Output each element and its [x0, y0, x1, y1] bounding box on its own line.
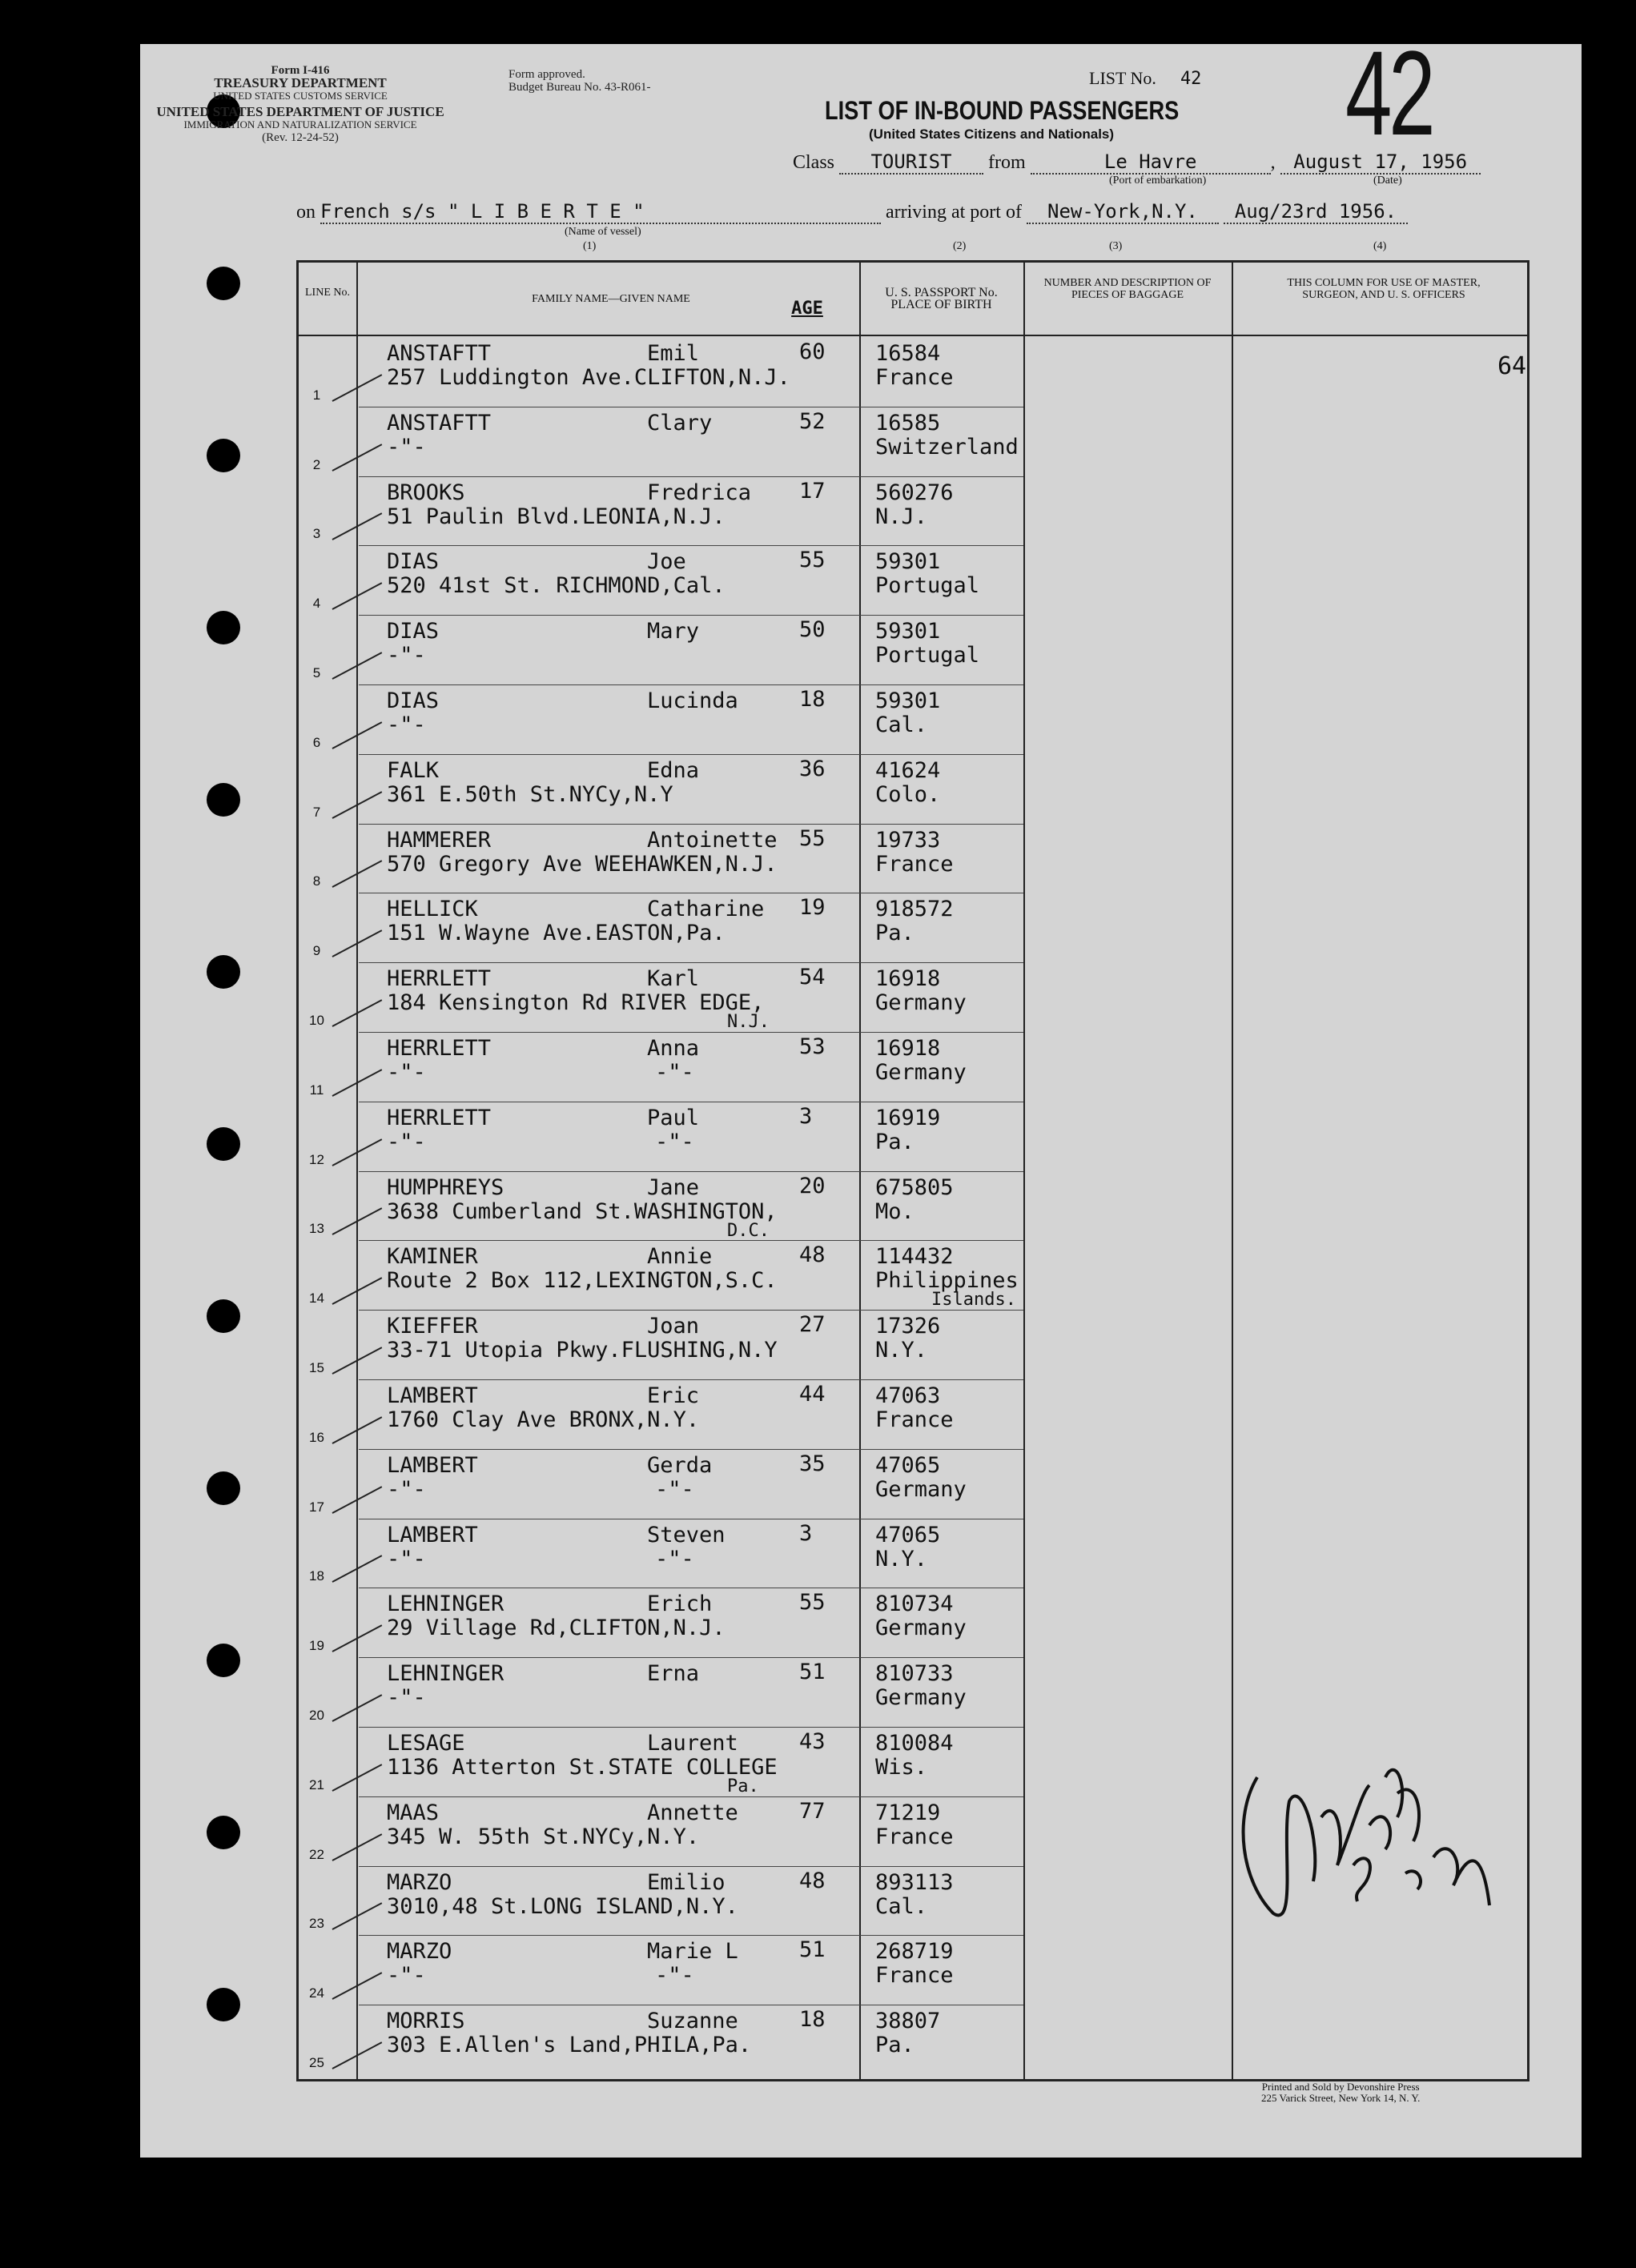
family-name: KAMINER: [387, 1244, 478, 1270]
family-name: DIAS: [387, 549, 440, 575]
age: 48: [799, 1868, 826, 1893]
given-name: Erna: [647, 1661, 700, 1687]
place-of-birth: Pa.: [875, 1129, 914, 1154]
age: 55: [799, 1590, 826, 1616]
family-name: BROOKS: [387, 480, 465, 505]
age: 54: [799, 965, 826, 990]
address: -"-: [387, 1546, 426, 1572]
place-of-birth: Cal.: [875, 713, 928, 737]
address-continued: N.J.: [727, 1012, 770, 1033]
family-name: MARZO: [387, 1869, 452, 1895]
place-of-birth: Pa.: [875, 921, 914, 946]
line-number: 4: [312, 596, 321, 612]
line-number: 22: [309, 1846, 324, 1862]
place-of-birth: Germany: [875, 1476, 967, 1502]
address: 151 W.Wayne Ave.EASTON,Pa.: [387, 921, 726, 946]
passport-number: 41624: [875, 757, 941, 783]
dept-treasury-sub: UNITED STATES CUSTOMS SERVICE: [213, 90, 388, 102]
age: 44: [799, 1382, 826, 1407]
address-continued: D.C.: [727, 1220, 770, 1241]
line-number: 20: [309, 1708, 324, 1723]
given-name: Lucinda: [647, 688, 738, 713]
age: 17: [799, 478, 826, 504]
vessel-caption: (Name of vessel): [565, 226, 641, 238]
place-of-birth: Portugal: [875, 643, 980, 668]
printer-imprint: [1261, 2081, 1420, 2104]
family-name: DIAS: [387, 688, 440, 713]
address: 345 W. 55th St.NYCy,N.Y.: [387, 1824, 700, 1849]
place-of-birth: Philippines: [875, 1268, 1019, 1294]
binder-hole: [207, 955, 240, 989]
dept-justice-sub: IMMIGRATION AND NATURALIZATION SERVICE: [183, 118, 417, 130]
row-divider: [359, 545, 1023, 546]
row-divider: [359, 1657, 1023, 1658]
place-of-birth: Mo.: [875, 1198, 914, 1224]
given-name: Steven: [647, 1522, 726, 1547]
place-of-birth: N.Y.: [875, 1338, 928, 1363]
line-number: 21: [309, 1776, 324, 1792]
passport-number: 114432: [875, 1244, 954, 1270]
row-divider: [359, 1796, 1023, 1797]
handwritten-list-number: 42: [1345, 26, 1433, 160]
address: 33-71 Utopia Pkwy.FLUSHING,N.Y: [387, 1338, 778, 1363]
place-of-birth: France: [875, 365, 954, 390]
place-of-birth: France: [875, 1963, 954, 1989]
voyage-line-1: Class TOURIST from Le Havre , August 17, 1956: [793, 151, 1481, 175]
family-name: HAMMERER: [387, 827, 492, 853]
place-of-birth: Switzerland: [875, 434, 1019, 460]
binder-hole: [207, 267, 240, 300]
row-divider: [359, 1935, 1023, 1936]
margin-note: 64: [1497, 352, 1527, 380]
line-number: 23: [309, 1916, 324, 1932]
list-label: LIST No.: [1089, 68, 1156, 88]
given-name: Mary: [647, 619, 700, 644]
given-name: Catharine: [647, 897, 765, 922]
revision: (Rev. 12-24-52): [262, 131, 339, 144]
given-ditto: -"-: [655, 1060, 694, 1085]
age: 3: [799, 1520, 813, 1546]
address: 1136 Atterton St.STATE COLLEGE: [387, 1755, 778, 1780]
arrival-date-field: Aug/23rd 1956.: [1224, 200, 1408, 224]
arrival-port-field: New-York,N.Y.: [1027, 200, 1219, 224]
passport-number: 810084: [875, 1731, 954, 1756]
family-name: HELLICK: [387, 897, 478, 922]
row-divider: [359, 476, 1023, 477]
passport-number: 47063: [875, 1383, 941, 1408]
binder-hole: [207, 1644, 240, 1677]
place-of-birth: Colo.: [875, 781, 941, 807]
budget-bureau: Budget Bureau No. 43-R061-: [508, 81, 651, 94]
line-number: 10: [309, 1013, 324, 1028]
age: 77: [799, 1798, 826, 1824]
list-value: 42: [1180, 69, 1202, 89]
form-approved: Form approved.: [508, 68, 585, 81]
column-divider: [1023, 263, 1025, 2079]
line-number: 8: [312, 873, 321, 889]
row-divider: [359, 1379, 1023, 1380]
place-of-birth: France: [875, 1824, 954, 1849]
line-number: 11: [309, 1082, 324, 1098]
passport-number: 918572: [875, 897, 954, 922]
address: 3010,48 St.LONG ISLAND,N.Y.: [387, 1893, 738, 1919]
arriving-label: arriving at port of: [886, 202, 1022, 223]
given-name: Paul: [647, 1105, 700, 1130]
line-number: 13: [309, 1221, 324, 1237]
address: 184 Kensington Rd RIVER EDGE,: [387, 990, 765, 1016]
line-number: 17: [309, 1499, 324, 1515]
passport-number: 17326: [875, 1314, 941, 1339]
passport-number: 16919: [875, 1105, 941, 1130]
printer-line-1: Printed and Sold by Devonshire Press: [1261, 2081, 1420, 2093]
line-number: 16: [309, 1429, 324, 1445]
passport-number: 16918: [875, 1036, 941, 1061]
row-divider: [359, 1727, 1023, 1728]
given-name: Eric: [647, 1383, 700, 1408]
given-ditto: -"-: [655, 1546, 694, 1572]
place-of-birth: Cal.: [875, 1893, 928, 1919]
line-number: 7: [312, 804, 321, 820]
given-name: Karl: [647, 966, 700, 992]
line-number: 2: [312, 456, 321, 472]
family-name: LAMBERT: [387, 1383, 478, 1408]
family-name: DIAS: [387, 619, 440, 644]
address: 29 Village Rd,CLIFTON,N.J.: [387, 1616, 726, 1641]
binder-hole: [207, 439, 240, 472]
departure-date-field: August 17, 1956: [1280, 151, 1481, 175]
age: 18: [799, 687, 826, 712]
family-name: HERRLETT: [387, 1105, 492, 1130]
passport-number: 59301: [875, 549, 941, 575]
row-divider: [359, 1240, 1023, 1241]
address-continued: Pa.: [727, 1776, 759, 1796]
place-of-birth: N.J.: [875, 504, 928, 529]
address: 303 E.Allen's Land,PHILA,Pa.: [387, 2033, 752, 2058]
binder-hole: [207, 1299, 240, 1333]
passport-number: 675805: [875, 1174, 954, 1200]
row-divider: [359, 824, 1023, 825]
line-number: 25: [309, 2055, 324, 2070]
printer-line-2: 225 Varick Street, New York 14, N. Y.: [1261, 2092, 1421, 2104]
passport-number: 560276: [875, 480, 954, 505]
family-name: LEHNINGER: [387, 1661, 504, 1687]
approval-block: [508, 68, 717, 94]
passport-number: 16585: [875, 410, 941, 436]
place-of-birth: Wis.: [875, 1755, 928, 1780]
family-name: MORRIS: [387, 2009, 465, 2034]
given-name: Annie: [647, 1244, 713, 1270]
row-divider: [359, 962, 1023, 963]
family-name: HERRLETT: [387, 966, 492, 992]
age: 19: [799, 895, 826, 921]
class-field: TOURIST: [839, 151, 983, 175]
address: 1760 Clay Ave BRONX,N.Y.: [387, 1407, 700, 1432]
row-divider: [359, 1310, 1023, 1311]
passport-number: 19733: [875, 827, 941, 853]
class-label: Class: [793, 152, 835, 173]
passport-number: 59301: [875, 619, 941, 644]
age: 48: [799, 1242, 826, 1268]
row-divider: [359, 1866, 1023, 1867]
line-number: 18: [309, 1568, 324, 1584]
age: 55: [799, 548, 826, 573]
row-divider: [359, 1449, 1023, 1450]
given-name: Suzanne: [647, 2009, 738, 2034]
col-index-4: (4): [1373, 240, 1387, 252]
address: -"-: [387, 1476, 426, 1502]
given-name: Jane: [647, 1174, 700, 1200]
age: 18: [799, 2007, 826, 2033]
family-name: LAMBERT: [387, 1452, 478, 1478]
family-name: KIEFFER: [387, 1314, 478, 1339]
header-line-no: LINE No.: [305, 287, 350, 299]
binder-hole: [207, 1127, 240, 1161]
age: 51: [799, 1937, 826, 1963]
on-label: on: [296, 202, 316, 223]
address: -"-: [387, 643, 426, 668]
given-name: Edna: [647, 757, 700, 783]
agency-header: [156, 64, 444, 144]
header-family-name: FAMILY NAME—GIVEN NAME: [532, 293, 690, 305]
given-name: Annette: [647, 1800, 738, 1825]
form-title: LIST OF IN-BOUND PASSENGERS: [825, 96, 1180, 125]
passport-number: 810734: [875, 1592, 954, 1617]
given-name: Marie L: [647, 1939, 738, 1965]
line-number: 24: [309, 1985, 324, 2001]
form-subtitle: (United States Citizens and Nationals): [869, 126, 1115, 142]
header-passport: U. S. PASSPORT No. PLACE OF BIRTH: [885, 286, 998, 311]
address: Route 2 Box 112,LEXINGTON,S.C.: [387, 1268, 778, 1294]
line-number: 12: [309, 1151, 324, 1167]
family-name: FALK: [387, 757, 440, 783]
given-ditto: -"-: [655, 1129, 694, 1154]
binder-hole: [207, 1988, 240, 2021]
line-number: 5: [312, 665, 321, 680]
place-of-birth: Germany: [875, 990, 967, 1016]
port-embarkation-caption: (Port of embarkation): [1109, 175, 1207, 187]
age: 20: [799, 1173, 826, 1198]
place-of-birth: France: [875, 1407, 954, 1432]
line-number: 3: [312, 526, 321, 542]
passport-number: 47065: [875, 1522, 941, 1547]
age: 43: [799, 1729, 826, 1754]
binder-hole: [207, 611, 240, 644]
address: -"-: [387, 1685, 426, 1711]
given-name: Antoinette: [647, 827, 778, 853]
given-name: Anna: [647, 1036, 700, 1061]
given-name: Clary: [647, 410, 713, 436]
row-divider: [359, 684, 1023, 685]
family-name: ANSTAFTT: [387, 410, 492, 436]
header-divider: [299, 335, 1527, 336]
header-age: AGE: [791, 299, 823, 319]
address: 3638 Cumberland St.WASHINGTON,: [387, 1198, 778, 1224]
column-divider: [356, 263, 358, 2079]
family-name: LESAGE: [387, 1731, 465, 1756]
given-ditto: -"-: [655, 1476, 694, 1502]
given-name: Joan: [647, 1314, 700, 1339]
place-of-birth: France: [875, 851, 954, 877]
given-name: Emilio: [647, 1869, 726, 1895]
place-of-birth: Germany: [875, 1685, 967, 1711]
line-number: 1: [312, 387, 321, 403]
passport-number: 38807: [875, 2009, 941, 2034]
address: -"-: [387, 1963, 426, 1989]
passport-number: 16584: [875, 341, 941, 366]
voyage-line-2: [296, 200, 1408, 224]
vessel-field: French s/s " L I B E R T E ": [320, 200, 881, 224]
passport-number: 47065: [875, 1452, 941, 1478]
age: 3: [799, 1103, 813, 1129]
col-index-2: (2): [953, 240, 967, 252]
given-name: Gerda: [647, 1452, 713, 1478]
age: 50: [799, 617, 826, 643]
dept-treasury: TREASURY DEPARTMENT: [214, 75, 387, 90]
age: 51: [799, 1660, 826, 1685]
address: -"-: [387, 1129, 426, 1154]
row-divider: [359, 1171, 1023, 1172]
col-index-3: (3): [1109, 240, 1123, 252]
place-of-birth: Germany: [875, 1616, 967, 1641]
address: 51 Paulin Blvd.LEONIA,N.J.: [387, 504, 726, 529]
address: 361 E.50th St.NYCy,N.Y: [387, 781, 673, 807]
age: 52: [799, 408, 826, 434]
handwritten-signature: [1225, 1745, 1562, 1937]
age: 35: [799, 1451, 826, 1476]
given-name: Emil: [647, 341, 700, 366]
place-of-birth: Pa.: [875, 2033, 914, 2058]
row-divider: [359, 1032, 1023, 1033]
line-number: 14: [309, 1291, 324, 1307]
family-name: LAMBERT: [387, 1522, 478, 1547]
given-ditto: -"-: [655, 1963, 694, 1989]
line-number: 6: [312, 734, 321, 750]
port-embarkation-field: Le Havre: [1031, 151, 1271, 175]
binder-hole: [207, 1816, 240, 1849]
given-name: Joe: [647, 549, 686, 575]
family-name: HUMPHREYS: [387, 1174, 504, 1200]
passport-number: 59301: [875, 688, 941, 713]
family-name: LEHNINGER: [387, 1592, 504, 1617]
line-number: 19: [309, 1638, 324, 1654]
place-of-birth: Germany: [875, 1060, 967, 1085]
passport-number: 16918: [875, 966, 941, 992]
address: -"-: [387, 1060, 426, 1085]
given-name: Fredrica: [647, 480, 752, 505]
binder-hole: [207, 1471, 240, 1505]
header-baggage: NUMBER AND DESCRIPTION OF PIECES OF BAGGAGE: [1043, 277, 1212, 301]
address: 520 41st St. RICHMOND,Cal.: [387, 573, 726, 599]
address: -"-: [387, 713, 426, 737]
row-divider: [359, 754, 1023, 755]
family-name: MARZO: [387, 1939, 452, 1965]
passport-number: 810733: [875, 1661, 954, 1687]
age: 36: [799, 756, 826, 781]
address: -"-: [387, 434, 426, 460]
line-number: 9: [312, 943, 321, 959]
from-label: from: [988, 152, 1026, 173]
age: 53: [799, 1034, 826, 1059]
col-index-1: (1): [583, 240, 597, 252]
dept-justice: UNITED STATES DEPARTMENT OF JUSTICE: [156, 104, 444, 119]
family-name: MAAS: [387, 1800, 440, 1825]
row-divider: [359, 615, 1023, 616]
age: 60: [799, 339, 826, 364]
list-number: [1089, 68, 1201, 89]
header-officers: THIS COLUMN FOR USE OF MASTER, SURGEON, AND U. S. OFFICERS: [1287, 277, 1481, 301]
passport-number: 893113: [875, 1869, 954, 1895]
given-name: Laurent: [647, 1731, 738, 1756]
form-number: Form I-416: [271, 64, 330, 77]
binder-hole: [207, 783, 240, 817]
date-caption: (Date): [1373, 175, 1402, 187]
passport-number: 268719: [875, 1939, 954, 1965]
family-name: HERRLETT: [387, 1036, 492, 1061]
age: 27: [799, 1312, 826, 1338]
family-name: ANSTAFTT: [387, 341, 492, 366]
passport-number: 71219: [875, 1800, 941, 1825]
line-number: 15: [309, 1360, 324, 1375]
address: 257 Luddington Ave.CLIFTON,N.J.: [387, 365, 790, 390]
place-of-birth: N.Y.: [875, 1546, 928, 1572]
age: 55: [799, 825, 826, 851]
place-of-birth-continued: Islands.: [931, 1290, 1016, 1311]
place-of-birth: Portugal: [875, 573, 980, 599]
given-name: Erich: [647, 1592, 713, 1617]
address: 570 Gregory Ave WEEHAWKEN,N.J.: [387, 851, 778, 877]
